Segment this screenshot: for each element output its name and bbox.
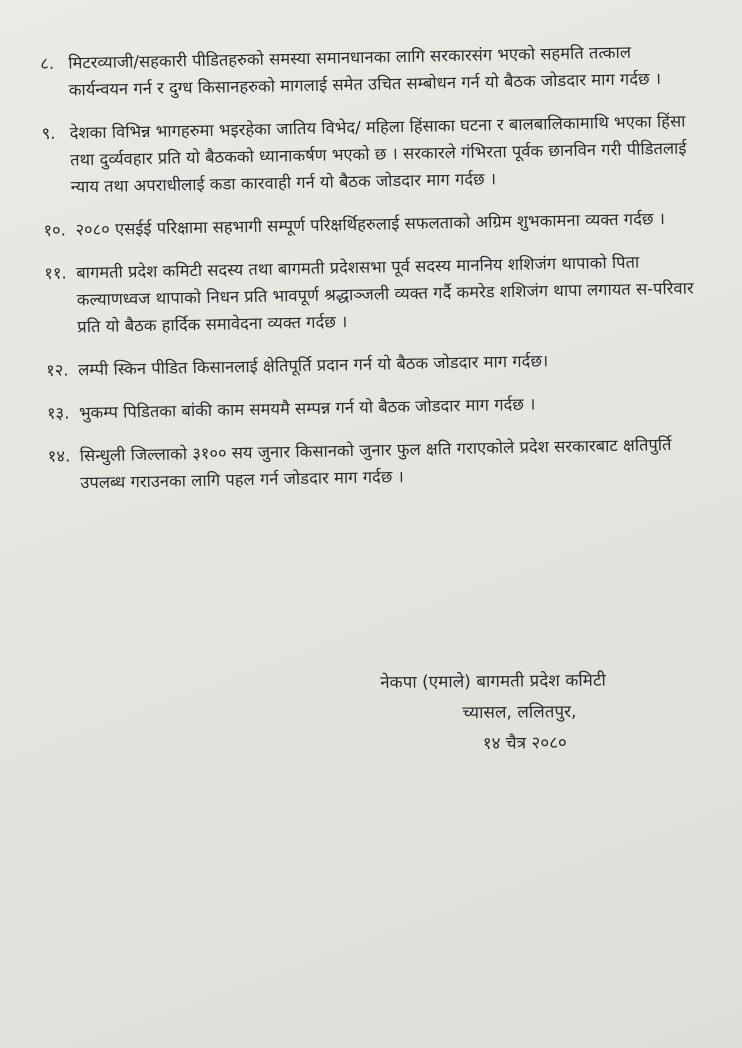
item-text: सिन्धुली जिल्लाको ३१०० सय जुनार किसानको जुनार फुल क्षति गराएकोले प्रदेश सरकारबाट क्षतिपुर्ति उपलब्ध गराउनका लागि पहल गर्न जोडदार माग गर्दछ । — [79, 434, 672, 493]
item-number: १३. — [46, 403, 70, 423]
resolution-list — [40, 37, 704, 512]
place-name: च्यासल, ललितपुर, — [462, 701, 577, 724]
item-text: लम्पी स्किन पीडित किसानलाई क्षेतिपूर्ति प्रदान गर्न यो बैठक जोडदार माग गर्दछ। — [77, 351, 549, 380]
list-item — [48, 430, 704, 497]
item-text: मिटरव्याजी/सहकारी पीडितहरुको समस्या समानधानका लागि सरकारसंग भएको सहमति तत्काल कार्यन्वयन गर्न र दुग्ध किसानहरुको मागलाई समेत उचित सम्बोधन गर्न यो बैठक जोडदार माग गर्दछ । — [68, 42, 662, 100]
item-number: ८. — [40, 53, 55, 73]
item-number: १४. — [47, 446, 71, 466]
item-text: २०८० एसईई परिक्षामा सहभागी सम्पूर्ण परिक्षर्थिहरुलाई सफलताको अग्रिम शुभकामना व्यक्त गर्दछ । — [75, 209, 666, 240]
item-number: १२. — [45, 360, 69, 380]
item-text: भुकम्प पिडितका बांकी काम समयमै सम्पन्न गर्न यो बैठक जोडदार माग गर्दछ । — [78, 394, 536, 423]
document-date: १४ चैत्र २०८० — [482, 733, 567, 754]
item-text: देशका विभिन्न भागहरुमा भइरहेका जातिय विभेद/ महिला हिंसाका घटना र बालबालिकामाथि भएका हिंसा तथा दुर्व्यवहार प्रति यो बैठकको ध्यानाकर्षण भएको छ । सरकारले गंभिरता पूर्वक छानविन गरी पीडितलाई न्याय तथा अपराधीलाई कडा कारवाही गर्न यो बैठक जोडदार माग गर्दछ । — [69, 111, 687, 197]
list-item — [40, 37, 696, 104]
list-item — [43, 204, 698, 244]
signature-block — [380, 665, 701, 761]
list-item — [41, 107, 697, 201]
list-item — [44, 247, 700, 341]
item-number: ११. — [44, 263, 67, 283]
organization-name: नेकपा (एमाले) बागमती प्रदेश कमिटी — [380, 670, 606, 693]
item-number: ९. — [41, 123, 56, 143]
item-text: बागमती प्रदेश कमिटी सदस्य तथा बागमती प्रदेशसभा पूर्व सदस्य माननिय शशिजंग थापाको पिता कल्याणध्वज थापाको निधन प्रति भावपूर्ण श्रद्धाञ्जली व्यक्त गर्दै कमरेड शशिजंग थापा लगायत स-परिवार प्रति यो बैठक हार्दिक समावेदना व्यक्त गर्दछ । — [76, 252, 694, 337]
list-item — [47, 387, 702, 427]
item-number: १०. — [43, 220, 67, 240]
list-item — [46, 344, 701, 384]
